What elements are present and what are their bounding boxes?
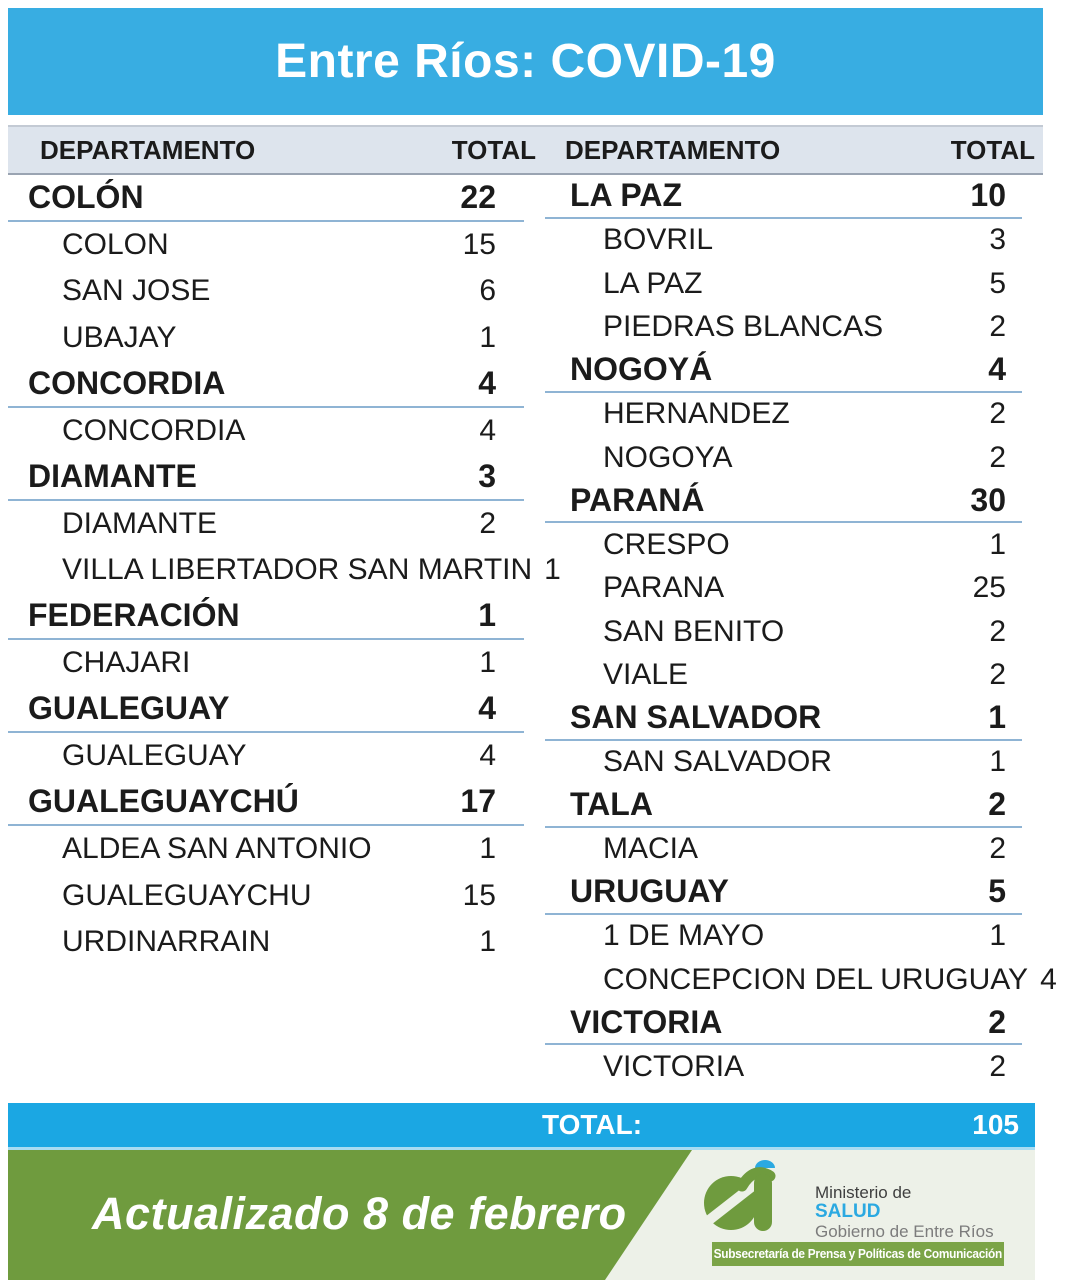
row-label: LA PAZ xyxy=(603,266,703,300)
locality-row xyxy=(8,315,524,362)
locality-row xyxy=(545,958,1057,1002)
row-total: 15 xyxy=(462,878,496,912)
subsecretary-banner-text: Subsecretaría de Prensa y Políticas de Comunicación xyxy=(713,1247,1003,1261)
row-label: NOGOYÁ xyxy=(570,351,713,388)
row-label: SAN SALVADOR xyxy=(570,699,822,736)
row-label: GUALEGUAY xyxy=(62,739,247,773)
row-label: CONCORDIA xyxy=(28,364,226,401)
row-label: VILLA LIBERTADOR SAN MARTIN xyxy=(62,553,533,587)
row-label: PARANÁ xyxy=(570,481,705,518)
row-total: 4 xyxy=(478,690,496,727)
locality-row xyxy=(545,262,1022,306)
row-label: SAN BENITO xyxy=(603,614,785,648)
locality-row xyxy=(8,640,524,687)
locality-row xyxy=(8,547,561,594)
department-column-header: DEPARTAMENTO xyxy=(565,134,781,165)
subsecretary-banner xyxy=(712,1242,1004,1266)
locality-row xyxy=(545,654,1022,698)
row-total: 1 xyxy=(479,832,496,866)
row-label: URDINARRAIN xyxy=(62,925,271,959)
row-label: CRESPO xyxy=(603,527,730,561)
row-total: 1 xyxy=(479,320,496,354)
row-total: 3 xyxy=(989,223,1006,257)
locality-row xyxy=(8,919,524,966)
row-total: 17 xyxy=(460,783,496,820)
row-total: 22 xyxy=(460,178,496,215)
locality-row xyxy=(545,610,1022,654)
row-total: 1 xyxy=(989,919,1006,953)
row-total: 4 xyxy=(478,364,496,401)
locality-row xyxy=(8,733,524,780)
locality-row xyxy=(8,873,524,920)
row-label: BOVRIL xyxy=(603,223,714,257)
department-row xyxy=(8,361,524,408)
right-column xyxy=(545,175,1057,1089)
row-total: 2 xyxy=(989,1049,1006,1083)
page-title: Entre Ríos: COVID-19 xyxy=(275,35,776,88)
department-row xyxy=(545,175,1022,219)
row-label: ALDEA SAN ANTONIO xyxy=(62,832,372,866)
department-row xyxy=(8,687,524,734)
row-label: UBAJAY xyxy=(62,320,177,354)
row-total: 4 xyxy=(479,413,496,447)
locality-row xyxy=(545,393,1022,437)
locality-row xyxy=(545,1045,1022,1089)
row-label: DIAMANTE xyxy=(62,506,218,540)
row-label: SAN SALVADOR xyxy=(603,745,832,779)
right-header-group xyxy=(545,127,1043,173)
row-total: 1 xyxy=(989,527,1006,561)
updated-date-text: Actualizado 8 de febrero xyxy=(92,1187,627,1239)
row-total: 2 xyxy=(989,832,1006,866)
row-label: PARANA xyxy=(603,571,725,605)
locality-row xyxy=(8,826,524,873)
grand-total-bar xyxy=(8,1103,1035,1150)
locality-row xyxy=(545,828,1022,872)
locality-row xyxy=(545,306,1022,350)
row-label: CHAJARI xyxy=(62,646,191,680)
row-label: DIAMANTE xyxy=(28,457,197,494)
row-total: 2 xyxy=(989,614,1006,648)
footer xyxy=(8,1150,1035,1280)
er-logo-icon xyxy=(702,1154,792,1240)
row-label: CONCORDIA xyxy=(62,413,246,447)
department-row xyxy=(545,480,1022,524)
ministry-name: SALUD xyxy=(815,1201,881,1223)
row-total: 1 xyxy=(478,597,496,634)
row-total: 5 xyxy=(989,266,1006,300)
grand-total-value: 105 xyxy=(972,1109,1019,1140)
locality-row xyxy=(545,567,1022,611)
row-total: 4 xyxy=(1040,962,1057,996)
row-label: TALA xyxy=(570,786,653,823)
row-total: 2 xyxy=(989,397,1006,431)
row-label: NOGOYA xyxy=(603,440,733,474)
department-row xyxy=(8,454,524,501)
locality-row xyxy=(545,741,1022,785)
row-total: 1 xyxy=(544,553,561,587)
row-label: VICTORIA xyxy=(570,1003,723,1040)
row-total: 15 xyxy=(462,227,496,261)
row-total: 2 xyxy=(989,310,1006,344)
row-label: HERNANDEZ xyxy=(603,397,790,431)
ministry-line1: Ministerio de xyxy=(815,1183,912,1202)
row-total: 1 xyxy=(989,745,1006,779)
total-column-header: TOTAL xyxy=(950,134,1035,165)
department-row xyxy=(545,349,1022,393)
row-label: GUALEGUAYCHÚ xyxy=(28,783,299,820)
row-label: LA PAZ xyxy=(570,177,682,214)
department-column-header: DEPARTAMENTO xyxy=(40,134,256,165)
ministry-text-block xyxy=(815,1184,994,1241)
locality-row xyxy=(545,219,1022,263)
row-label: COLON xyxy=(62,227,169,261)
table-header-band xyxy=(8,125,1043,175)
row-total: 2 xyxy=(989,440,1006,474)
department-row xyxy=(545,697,1022,741)
case-table xyxy=(8,175,1057,1089)
row-label: URUGUAY xyxy=(570,873,729,910)
row-label: GUALEGUAY xyxy=(28,690,230,727)
row-total: 6 xyxy=(479,274,496,308)
row-total: 1 xyxy=(479,925,496,959)
locality-row xyxy=(545,523,1022,567)
department-row xyxy=(8,175,524,222)
locality-row xyxy=(8,408,524,455)
department-row xyxy=(8,594,524,641)
government-line: Gobierno de Entre Ríos xyxy=(815,1221,994,1241)
total-column-header: TOTAL xyxy=(451,134,536,165)
row-total: 1 xyxy=(988,699,1006,736)
locality-row xyxy=(8,222,524,269)
row-total: 4 xyxy=(479,739,496,773)
department-row xyxy=(8,780,524,827)
row-total: 10 xyxy=(970,177,1006,214)
row-label: GUALEGUAYCHU xyxy=(62,878,312,912)
row-total: 5 xyxy=(988,873,1006,910)
row-label: PIEDRAS BLANCAS xyxy=(603,310,884,344)
left-column xyxy=(8,175,561,1089)
left-header-group xyxy=(8,127,545,173)
title-banner xyxy=(8,8,1043,115)
locality-row xyxy=(8,501,524,548)
row-total: 2 xyxy=(988,786,1006,823)
row-label: SAN JOSE xyxy=(62,274,211,308)
row-label: VICTORIA xyxy=(603,1049,745,1083)
row-label: MACIA xyxy=(603,832,699,866)
row-label: VIALE xyxy=(603,658,689,692)
department-row xyxy=(545,871,1022,915)
row-total: 30 xyxy=(970,481,1006,518)
row-total: 2 xyxy=(988,1003,1006,1040)
grand-total-label: TOTAL: xyxy=(542,1109,643,1140)
locality-row xyxy=(8,268,524,315)
row-total: 25 xyxy=(972,571,1006,605)
department-row xyxy=(545,1002,1022,1046)
row-label: FEDERACIÓN xyxy=(28,597,240,634)
row-total: 3 xyxy=(478,457,496,494)
row-total: 4 xyxy=(988,351,1006,388)
row-label: COLÓN xyxy=(28,178,144,215)
locality-row xyxy=(545,915,1022,959)
row-total: 2 xyxy=(989,658,1006,692)
locality-row xyxy=(545,436,1022,480)
department-row xyxy=(545,784,1022,828)
row-total: 1 xyxy=(479,646,496,680)
row-label: CONCEPCION DEL URUGUAY xyxy=(603,962,1029,996)
row-label: 1 DE MAYO xyxy=(603,919,765,953)
row-total: 2 xyxy=(479,506,496,540)
